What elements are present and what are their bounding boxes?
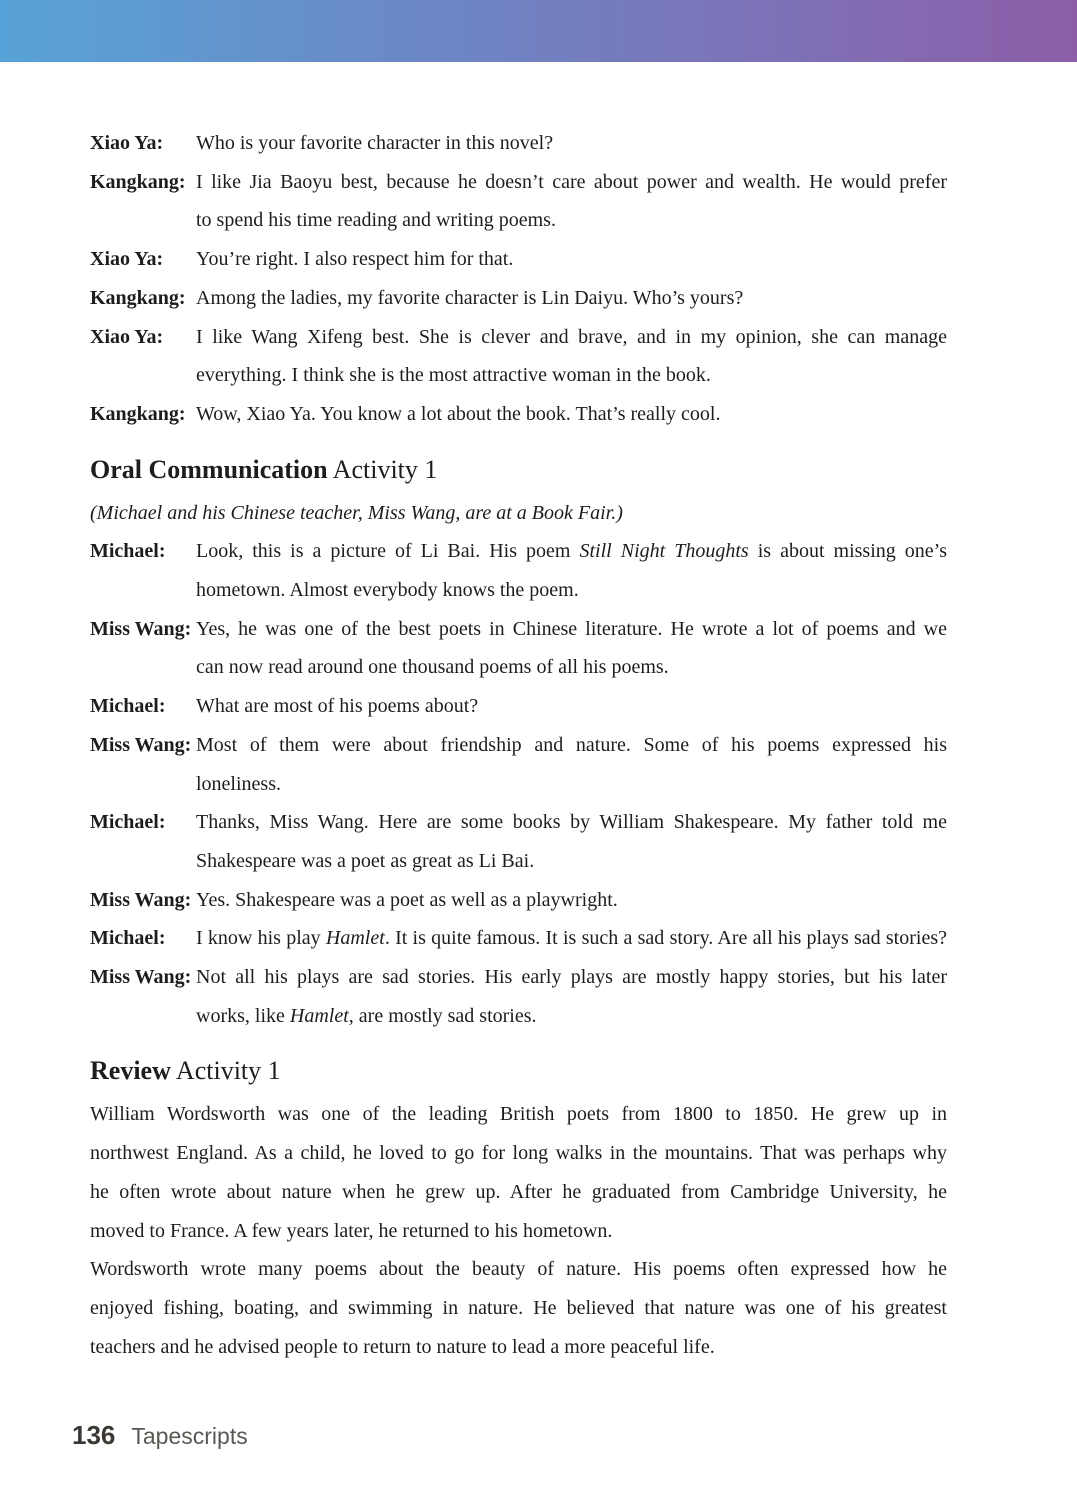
- paragraph-line: [90, 1212, 947, 1251]
- text-segment: (Michael and his Chinese teacher, Miss Wang, are at a Book Fair.): [90, 501, 623, 524]
- dialogue-line: [90, 803, 947, 842]
- text-segment: teachers and he advised people to return to nature to lead a more peaceful life.: [90, 1335, 715, 1358]
- dialogue-line: [90, 881, 947, 920]
- text-segment: everything. I think she is the most attractive woman in the book.: [196, 364, 711, 387]
- paragraph-line: [90, 1173, 947, 1212]
- speaker-label: Miss Wang:: [90, 966, 192, 989]
- paragraph-line: [90, 1095, 947, 1134]
- text-segment: William Wordsworth was one of the leading British poets from 1800 to 1850. He grew up in: [90, 1103, 947, 1126]
- text-segment: I like Jia Baoyu best, because he doesn’t care about power and wealth. He would prefer: [196, 170, 947, 193]
- speaker-label: Michael:: [90, 540, 166, 563]
- text-segment: What are most of his poems about?: [196, 695, 479, 718]
- dialogue-line: [90, 279, 947, 318]
- dialogue-continuation-line: [90, 842, 947, 881]
- text-segment: . It is quite famous. It is such a sad story. Are all his plays sad stories?: [384, 927, 947, 950]
- section-heading: [90, 446, 947, 494]
- speaker-label: Miss Wang:: [90, 888, 192, 911]
- text-segment: , are mostly sad stories.: [348, 1004, 537, 1027]
- dialogue-continuation-line: [90, 356, 947, 395]
- speaker-label: Miss Wang:: [90, 617, 192, 640]
- text-segment: he often wrote about nature when he grew up. After he graduated from Cambridge University, he: [90, 1180, 947, 1203]
- dialogue-line: [90, 124, 947, 163]
- dialogue-continuation-line: [90, 571, 947, 610]
- text-segment: Yes. Shakespeare was a poet as well as a playwright.: [196, 888, 618, 911]
- speaker-label: Kangkang:: [90, 170, 186, 193]
- speaker-label: Michael:: [90, 811, 166, 834]
- italic-text-segment: Hamlet: [325, 927, 385, 950]
- dialogue-line: [90, 318, 947, 357]
- dialogue-line: [90, 395, 947, 434]
- text-segment: loneliness.: [196, 772, 281, 795]
- page-number: 136: [72, 1420, 116, 1450]
- text-segment: Thanks, Miss Wang. Here are some books by William Shakespeare. My father told me: [196, 811, 947, 834]
- dialogue-line: [90, 240, 947, 279]
- text-segment: Shakespeare was a poet as great as Li Bai.: [196, 849, 535, 872]
- dialogue-continuation-line: [90, 201, 947, 240]
- text-segment: works, like: [196, 1004, 290, 1027]
- dialogue-line: [90, 163, 947, 202]
- italic-text-segment: Still Night Thoughts: [579, 540, 749, 563]
- paragraph-line: [90, 1134, 947, 1173]
- dialogue-line: [90, 687, 947, 726]
- text-segment: Yes, he was one of the best poets in Chinese literature. He wrote a lot of poems and we: [196, 617, 947, 640]
- speaker-label: Kangkang:: [90, 402, 186, 425]
- speaker-label: Michael:: [90, 695, 166, 718]
- text-segment: I know his play: [196, 927, 326, 950]
- bold-text-segment: Oral Communication: [90, 454, 328, 484]
- text-segment: Wordsworth wrote many poems about the beauty of nature. His poems often expressed how he: [90, 1258, 947, 1281]
- text-segment: Most of them were about friendship and nature. Some of his poems expressed his: [196, 733, 947, 756]
- footer: [72, 1420, 248, 1451]
- dialogue-continuation-line: [90, 648, 947, 687]
- dialogue-continuation-line: [90, 765, 947, 804]
- dialogue-line: [90, 532, 947, 571]
- text-segment: Wow, Xiao Ya. You know a lot about the book. That’s really cool.: [196, 402, 721, 425]
- paragraph-line: [90, 1328, 947, 1367]
- text-segment: northwest England. As a child, he loved to go for long walks in the mountains. That was perhaps why: [90, 1142, 947, 1165]
- page-content: [90, 124, 947, 1366]
- speaker-label: Xiao Ya:: [90, 248, 164, 271]
- dialogue-line: [90, 958, 947, 997]
- dialogue-continuation-line: [90, 997, 947, 1036]
- text-segment: can now read around one thousand poems of all his poems.: [196, 656, 669, 679]
- text-segment: is about missing one’s: [748, 540, 947, 563]
- footer-section-label: Tapescripts: [131, 1423, 248, 1449]
- text-segment: enjoyed fishing, boating, and swimming in nature. He believed that nature was one of his greatest: [90, 1296, 947, 1319]
- italic-text-segment: Hamlet: [289, 1004, 349, 1027]
- section-heading: [90, 1047, 947, 1095]
- dialogue-line: [90, 919, 947, 958]
- header-gradient-bar: [0, 0, 1077, 62]
- text-segment: to spend his time reading and writing poems.: [196, 209, 556, 232]
- bold-text-segment: Review: [90, 1056, 171, 1086]
- text-segment: hometown. Almost everybody knows the poem.: [196, 579, 579, 602]
- stage-direction: [90, 494, 947, 533]
- text-segment: Look, this is a picture of Li Bai. His poem: [196, 540, 580, 563]
- text-segment: Activity 1: [170, 1056, 281, 1086]
- speaker-label: Xiao Ya:: [90, 325, 164, 348]
- speaker-label: Miss Wang:: [90, 733, 192, 756]
- paragraph-line: [90, 1250, 947, 1289]
- speaker-label: Kangkang:: [90, 286, 186, 309]
- text-segment: Among the ladies, my favorite character is Lin Daiyu. Who’s yours?: [196, 286, 744, 309]
- speaker-label: Xiao Ya:: [90, 132, 164, 154]
- text-segment: moved to France. A few years later, he returned to his hometown.: [90, 1219, 613, 1242]
- text-segment: I like Wang Xifeng best. She is clever and brave, and in my opinion, she can manage: [196, 325, 947, 348]
- paragraph-line: [90, 1289, 947, 1328]
- text-segment: Who is your favorite character in this novel?: [196, 132, 554, 154]
- text-segment: You’re right. I also respect him for that.: [196, 248, 514, 271]
- speaker-label: Michael:: [90, 927, 166, 950]
- text-segment: Not all his plays are sad stories. His early plays are mostly happy stories, but his later: [196, 966, 947, 989]
- dialogue-line: [90, 726, 947, 765]
- dialogue-line: [90, 610, 947, 649]
- text-segment: Activity 1: [327, 454, 438, 484]
